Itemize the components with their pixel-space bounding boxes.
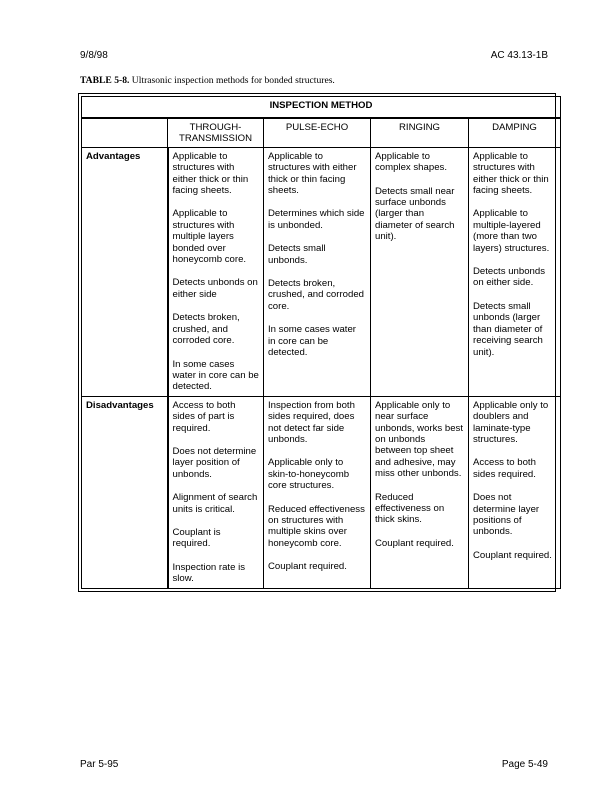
cell-paragraph: Detects unbonds on either side. bbox=[473, 266, 545, 289]
cell-paragraph: Determines which side is unbonded. bbox=[268, 208, 365, 231]
cell-paragraph: In some cases water in core can be detected. bbox=[268, 324, 356, 359]
table-cell bbox=[168, 147, 264, 396]
cell-paragraph: Applicable only to near surface unbonds, works best on unbonds between top sheet and adhesive, may miss other unbonds. bbox=[375, 399, 463, 480]
table-main-header: INSPECTION METHOD bbox=[82, 97, 561, 119]
cell-paragraph: Access to both sides of part is required. bbox=[172, 399, 236, 434]
row-header: Disadvantages bbox=[82, 396, 168, 588]
cell-paragraph: Detects broken, crushed, and corroded core. bbox=[268, 278, 364, 312]
cell-paragraph: Inspection from both sides required, does not detect far side unbonds. bbox=[268, 399, 355, 445]
column-header: DAMPING bbox=[469, 118, 561, 147]
footer-paragraph: Par 5-95 bbox=[80, 759, 119, 770]
cell-paragraph: Alignment of search units is critical. bbox=[172, 492, 258, 515]
cell-paragraph: Applicable only to skin-to-honeycomb core structures. bbox=[268, 457, 350, 492]
header-doc-number: AC 43.13-1B bbox=[490, 50, 548, 61]
cell-paragraph: Couplant required. bbox=[473, 549, 552, 561]
table-cell bbox=[168, 396, 264, 588]
table-cell bbox=[371, 147, 469, 396]
cell-paragraph: Reduced effectiveness on structures with multiple skins over honeycomb core. bbox=[268, 503, 365, 549]
cell-paragraph: Inspection rate is slow. bbox=[172, 561, 246, 585]
cell-paragraph: Detects unbonds on either side bbox=[172, 277, 258, 300]
inspection-table bbox=[81, 96, 561, 589]
corner-cell bbox=[82, 118, 168, 147]
cell-paragraph: Applicable to structures with multiple layers bonded over honeycomb core. bbox=[172, 208, 247, 266]
footer-page-number: Page 5-49 bbox=[501, 759, 548, 770]
column-header: RINGING bbox=[371, 118, 469, 147]
table-cell bbox=[371, 396, 469, 588]
cell-paragraph: Applicable to structures with either thick or thin facing sheets. bbox=[172, 150, 249, 197]
cell-paragraph: Detects small unbonds. bbox=[268, 243, 326, 266]
caption-label: TABLE 5-8. bbox=[80, 75, 130, 86]
table-caption bbox=[80, 75, 335, 86]
row-header: Advantages bbox=[82, 147, 168, 396]
cell-paragraph: Couplant required. bbox=[268, 561, 347, 573]
table-cell bbox=[469, 396, 561, 588]
table-cell bbox=[264, 396, 371, 588]
cell-paragraph: Access to both sides required. bbox=[473, 457, 536, 480]
cell-paragraph: Couplant is required. bbox=[172, 526, 221, 550]
cell-paragraph: Does not determine layer positions of unbonds. bbox=[473, 492, 540, 538]
table-row bbox=[82, 147, 561, 396]
cell-paragraph: Does not determine layer position of unbonds. bbox=[172, 445, 257, 480]
table-cell bbox=[264, 147, 371, 396]
cell-paragraph: Detects small near surface unbonds (larger than diameter of search unit). bbox=[375, 185, 455, 243]
table-frame bbox=[78, 93, 556, 592]
cell-paragraph: Couplant required. bbox=[375, 537, 454, 549]
cell-paragraph: Applicable to multiple-layered (more than two layers) structures. bbox=[473, 208, 550, 254]
cell-paragraph: Applicable to structures with either thick or thin facing sheets. bbox=[268, 150, 357, 197]
cell-paragraph: Reduced effectiveness on thick skins. bbox=[375, 491, 445, 526]
column-header: PULSE-ECHO bbox=[264, 118, 371, 147]
table-cell bbox=[469, 147, 561, 396]
cell-paragraph: Applicable to structures with either thick or thin facing sheets. bbox=[473, 150, 549, 197]
caption-text: Ultrasonic inspection methods for bonded structures. bbox=[129, 75, 335, 86]
cell-paragraph: Detects broken, crushed, and corroded core. bbox=[172, 312, 240, 347]
cell-paragraph: Applicable only to doublers and laminate-type structures. bbox=[473, 399, 549, 445]
column-header: THROUGH-TRANSMISSION bbox=[168, 118, 264, 147]
cell-paragraph: In some cases water in core can be detected. bbox=[172, 358, 259, 393]
cell-paragraph: Detects small unbonds (larger than diameter of receiving search unit). bbox=[473, 300, 543, 358]
cell-paragraph: Applicable to complex shapes. bbox=[375, 150, 447, 174]
column-header-row bbox=[82, 118, 561, 147]
table-row bbox=[82, 396, 561, 588]
header-date: 9/8/98 bbox=[80, 50, 108, 61]
